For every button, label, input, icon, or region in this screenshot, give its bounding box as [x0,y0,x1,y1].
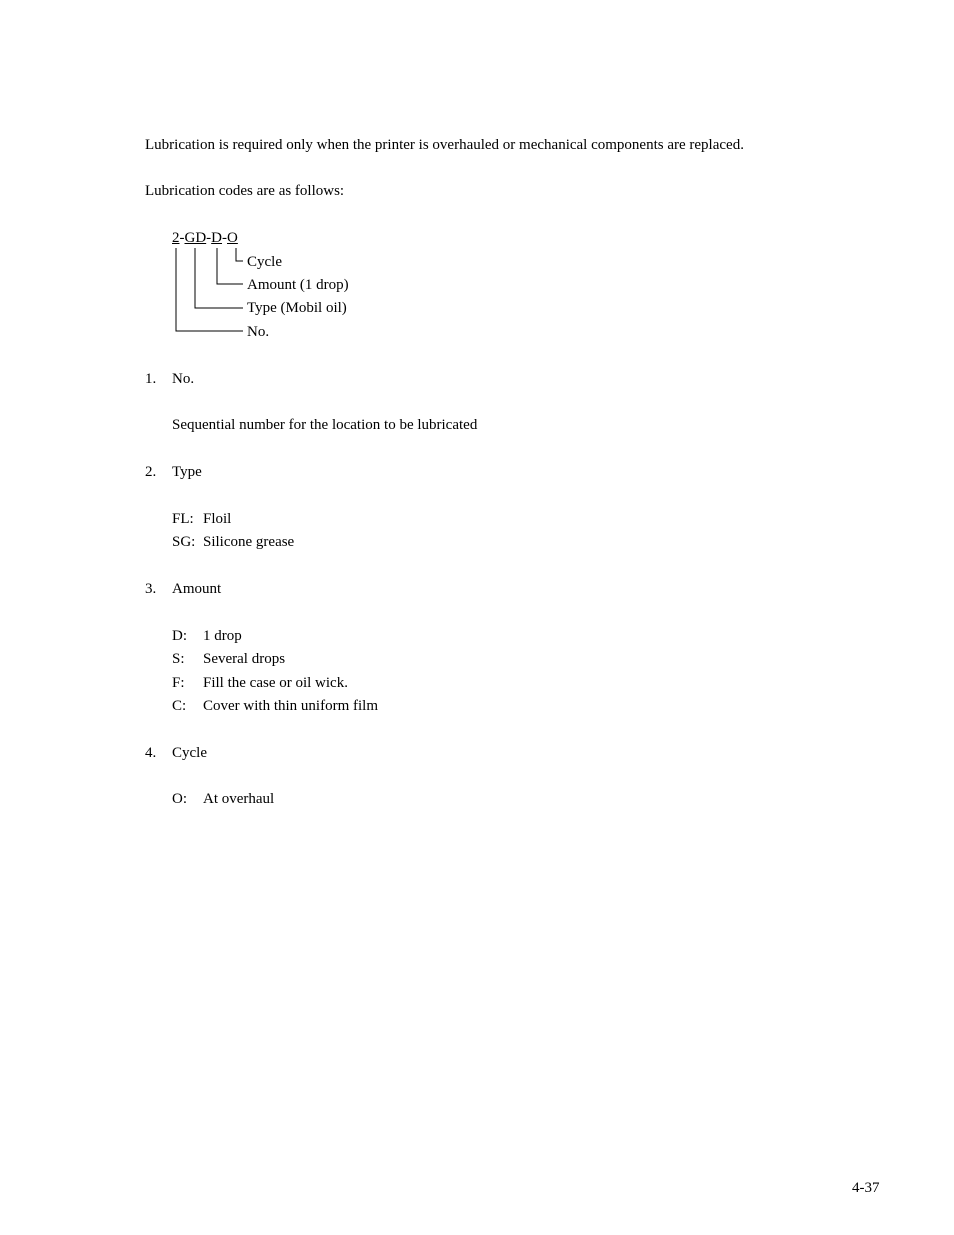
page-number: 4-37 [852,1180,880,1196]
callout-type: Type (Mobil oil) [247,300,347,316]
entry-code: O: [172,791,187,807]
section-title-no: No. [172,371,195,387]
section-title-amount: Amount [172,581,222,597]
lubrication-code [172,229,238,247]
intro-requirement: Lubrication is required only when the printer is overhauled or mechanical components are replaced. [145,137,744,153]
callout-no: No. [247,324,270,340]
code-separator: - [206,230,212,246]
code-separator: - [222,230,228,246]
leader-line-amount [217,248,243,284]
entry-code: S: [172,651,185,667]
entry-code: F: [172,675,185,691]
code-part-cycle: O [227,230,238,246]
entry-text: Cover with thin uniform film [203,698,378,714]
section-title-type: Type [172,464,202,480]
callout-cycle: Cycle [247,254,282,270]
section-description: Sequential number for the location to be lubricated [172,417,478,433]
entry-text: Silicone grease [203,534,295,550]
entry-text: At overhaul [203,791,275,807]
entry-code: C: [172,698,187,714]
entry-text: Fill the case or oil wick. [203,675,348,691]
section-number: 1. [145,371,157,387]
section-title-cycle: Cycle [172,745,207,761]
code-part-type: GD [184,230,207,246]
code-part-no: 2 [172,230,180,246]
intro-codes-heading: Lubrication codes are as follows: [145,183,345,199]
entry-code: D: [172,628,187,644]
code-part-amount: D [211,230,223,246]
leader-line-cycle [236,248,243,261]
leader-line-no [176,248,243,331]
entry-text: Several drops [203,651,286,667]
entry-code: FL: [172,511,194,527]
callout-amount: Amount (1 drop) [247,277,349,293]
code-separator: - [179,230,185,246]
entry-code: SG: [172,534,196,550]
leader-line-type [195,248,243,308]
entry-text: 1 drop [203,628,242,644]
section-number: 4. [145,745,157,761]
section-number: 3. [145,581,157,597]
entry-text: Floil [203,511,232,527]
section-number: 2. [145,464,157,480]
